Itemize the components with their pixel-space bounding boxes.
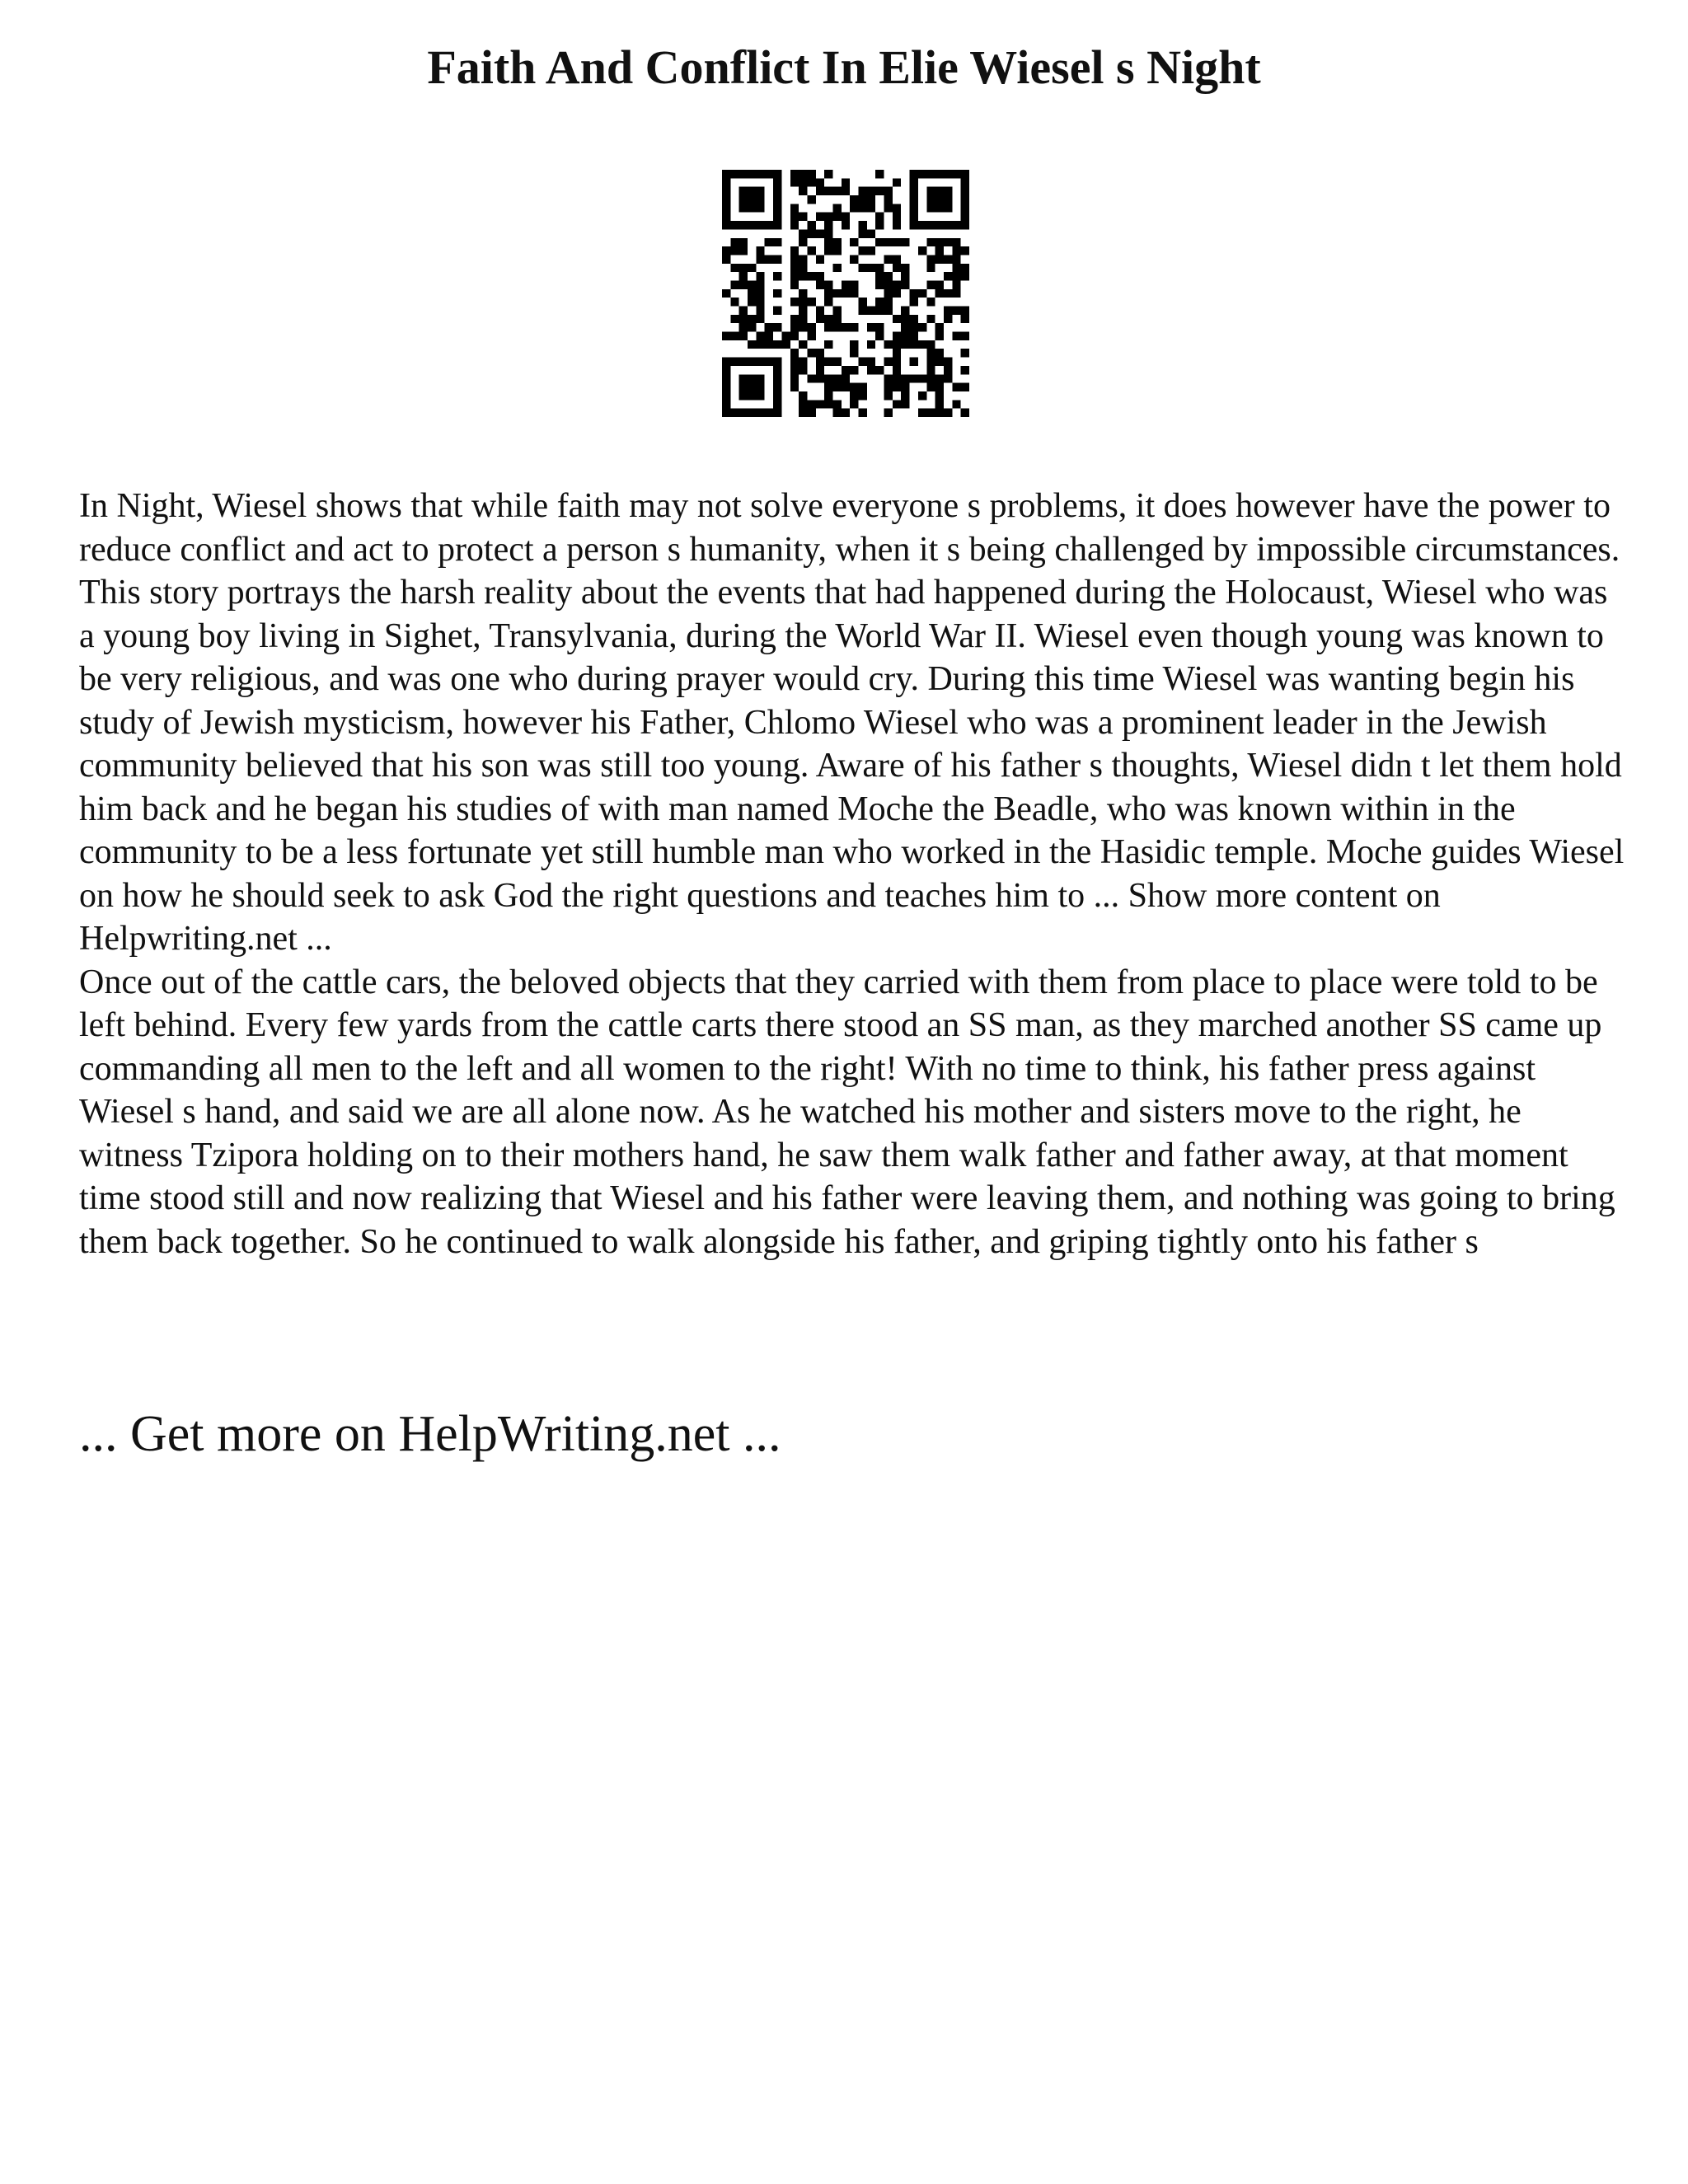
paragraph-2: This story portrays the harsh reality about the events that had happened during the Holocaust, Wiesel who was a young boy living in Sighet, Transylvania, during the World War II. Wiesel even though young was known to be very religious, and was one who during prayer would cry. During this time Wiesel was wanting begin his study of Jewish mysticism, however his Father, Chlomo Wiesel who was a prominent leader in the Jewish community believed that his son was still too young. Aware of his father s thoughts, Wiesel didn t let them hold him back and he began his studies of with man named Moche the Beadle, who was known within in the community to be a less fortunate yet still humble man who worked in the Hasidic temple. Moche guides Wiesel on how he should seek to ask God the right questions and teaches him to ... Show more content on Helpwriting.net ... bbox=[79, 574, 1625, 958]
get-more-link[interactable]: ... Get more on HelpWriting.net ... bbox=[79, 1406, 781, 1462]
paragraph-3: Once out of the cattle cars, the beloved objects that they carried with them from place to place were told to be left behind. Every few yards from the cattle carts there stood an SS man, as they marched another SS came up commanding all men to the left and all women to the right! With no time to think, his father press against Wiesel s hand, and said we are all alone now. As he watched his mother and sisters move to the right, he witness Tzipora holding on to their mothers hand, he saw them walk father and father away, at that moment time stood still and now realizing that Wiesel and his father were leaving them, and nothing was going to bring them back together. So he continued to walk alongside his father, and griping tightly onto his father s bbox=[79, 963, 1615, 1261]
qr-code-graphic bbox=[722, 170, 969, 417]
document-body bbox=[79, 485, 1629, 1263]
qr-code-icon bbox=[722, 170, 969, 417]
document-title: Faith And Conflict In Elie Wiesel s Night bbox=[427, 40, 1261, 94]
paragraph-1: In Night, Wiesel shows that while faith may not solve everyone s problems, it does however have the power to reduce conflict and act to protect a person s humanity, when it s being challenged by impossible circumstances. bbox=[79, 487, 1620, 569]
